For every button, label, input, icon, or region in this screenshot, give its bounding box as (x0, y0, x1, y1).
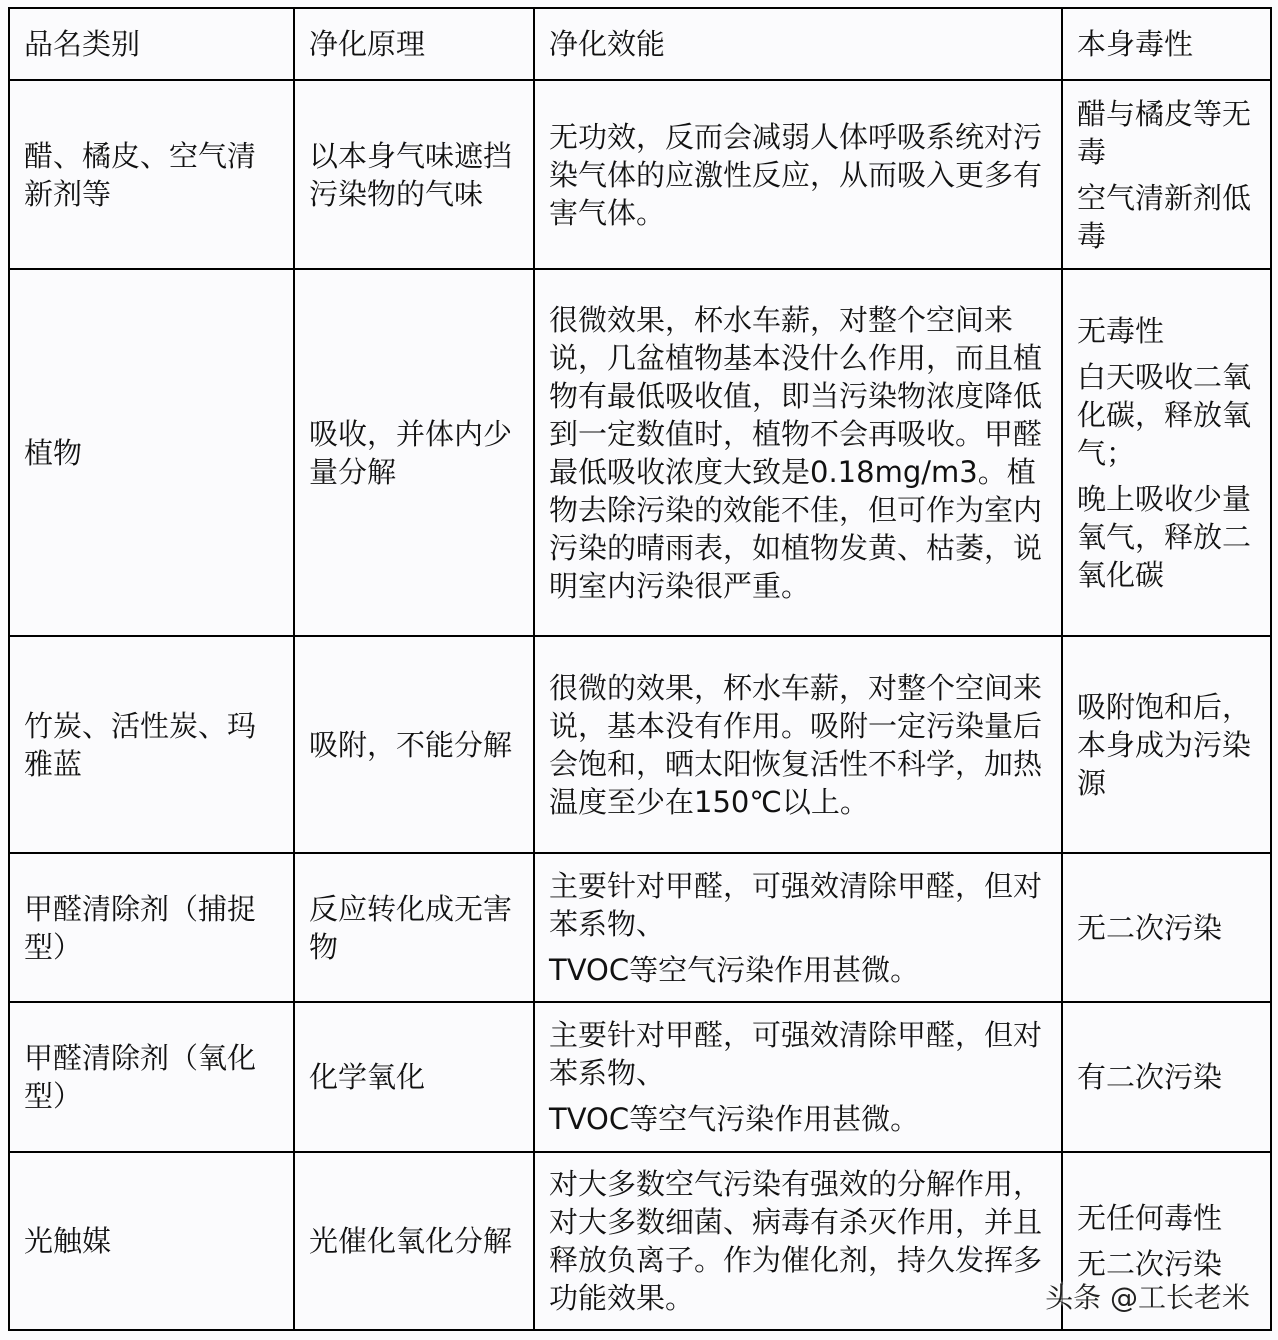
cell-toxicity (1062, 269, 1271, 636)
toxicity-line: 空气清新剂低毒 (1077, 180, 1252, 253)
toxicity-line: 白天吸收二氧化碳，释放氧气； (1077, 359, 1252, 470)
header-category: 品名类别 (9, 8, 294, 80)
toxicity-line: 无任何毒性 (1077, 1201, 1223, 1235)
cell-principle: 反应转化成无害物 (294, 853, 534, 1002)
efficacy-line: TVOC等空气污染作用甚微。 (549, 952, 920, 987)
cell-toxicity (1062, 80, 1271, 269)
cell-principle: 吸附，不能分解 (294, 636, 534, 853)
toxicity-line: 醋与橘皮等无毒 (1077, 96, 1252, 169)
toxicity-line: 晚上吸收少量氧气，释放二氧化碳 (1077, 481, 1252, 592)
table-row (9, 636, 1271, 853)
cell-category: 甲醛清除剂（捕捉型） (9, 853, 294, 1002)
cell-efficacy: 无功效，反而会减弱人体呼吸系统对污染气体的应激性反应，从而吸入更多有害气体。 (534, 80, 1062, 269)
cell-efficacy: 对大多数空气污染有强效的分解作用，对大多数细菌、病毒有杀灭作用，并且释放负离子。作为催化剂，持久发挥多功能效果。 (534, 1152, 1062, 1330)
cell-principle: 吸收，并体内少量分解 (294, 269, 534, 636)
table-row (9, 1002, 1271, 1152)
efficacy-line: TVOC等空气污染作用甚微。 (549, 1102, 920, 1136)
cell-principle: 以本身气味遮挡污染物的气味 (294, 80, 534, 269)
header-efficacy: 净化效能 (534, 8, 1062, 80)
cell-toxicity: 有二次污染 (1062, 1002, 1271, 1152)
cell-toxicity: 无二次污染 (1062, 853, 1271, 1002)
cell-category: 植物 (9, 269, 294, 636)
cell-efficacy: 很微效果，杯水车薪，对整个空间来说，几盆植物基本没什么作用，而且植物有最低吸收值，即当污染物浓度降低到一定数值时，植物不会再吸收。甲醛最低吸收浓度大致是0.18mg/m3。植物去除污染的效能不佳，但可作为室内污染的晴雨表，如植物发黄、枯萎，说明室内污染很严重。 (534, 269, 1062, 636)
watermark: 头条 @工长老米 (1045, 1281, 1250, 1314)
table-row (9, 80, 1271, 269)
cell-efficacy: 很微的效果，杯水车薪，对整个空间来说，基本没有作用。吸附一定污染量后会饱和，晒太阳恢复活性不科学，加热温度至少在150℃以上。 (534, 636, 1062, 853)
efficacy-line: 主要针对甲醛，可强效清除甲醛，但对苯系物、 (549, 868, 1043, 941)
header-row (9, 8, 1271, 80)
cell-category: 光触媒 (9, 1152, 294, 1330)
header-toxicity: 本身毒性 (1062, 8, 1271, 80)
cell-principle: 化学氧化 (294, 1002, 534, 1152)
cell-efficacy (534, 1002, 1062, 1152)
table-row (9, 269, 1271, 636)
comparison-table (8, 7, 1272, 1331)
cell-category: 甲醛清除剂（氧化型） (9, 1002, 294, 1152)
toxicity-line: 无毒性 (1077, 313, 1165, 348)
cell-toxicity: 吸附饱和后，本身成为污染源 (1062, 636, 1271, 853)
cell-principle: 光催化氧化分解 (294, 1152, 534, 1330)
cell-category: 醋、橘皮、空气清新剂等 (9, 80, 294, 269)
toxicity-line: 无二次污染 (1077, 1247, 1223, 1281)
header-principle: 净化原理 (294, 8, 534, 80)
table-row (9, 853, 1271, 1002)
cell-category: 竹炭、活性炭、玛雅蓝 (9, 636, 294, 853)
efficacy-line: 主要针对甲醛，可强效清除甲醛，但对苯系物、 (549, 1018, 1043, 1090)
cell-efficacy (534, 853, 1062, 1002)
